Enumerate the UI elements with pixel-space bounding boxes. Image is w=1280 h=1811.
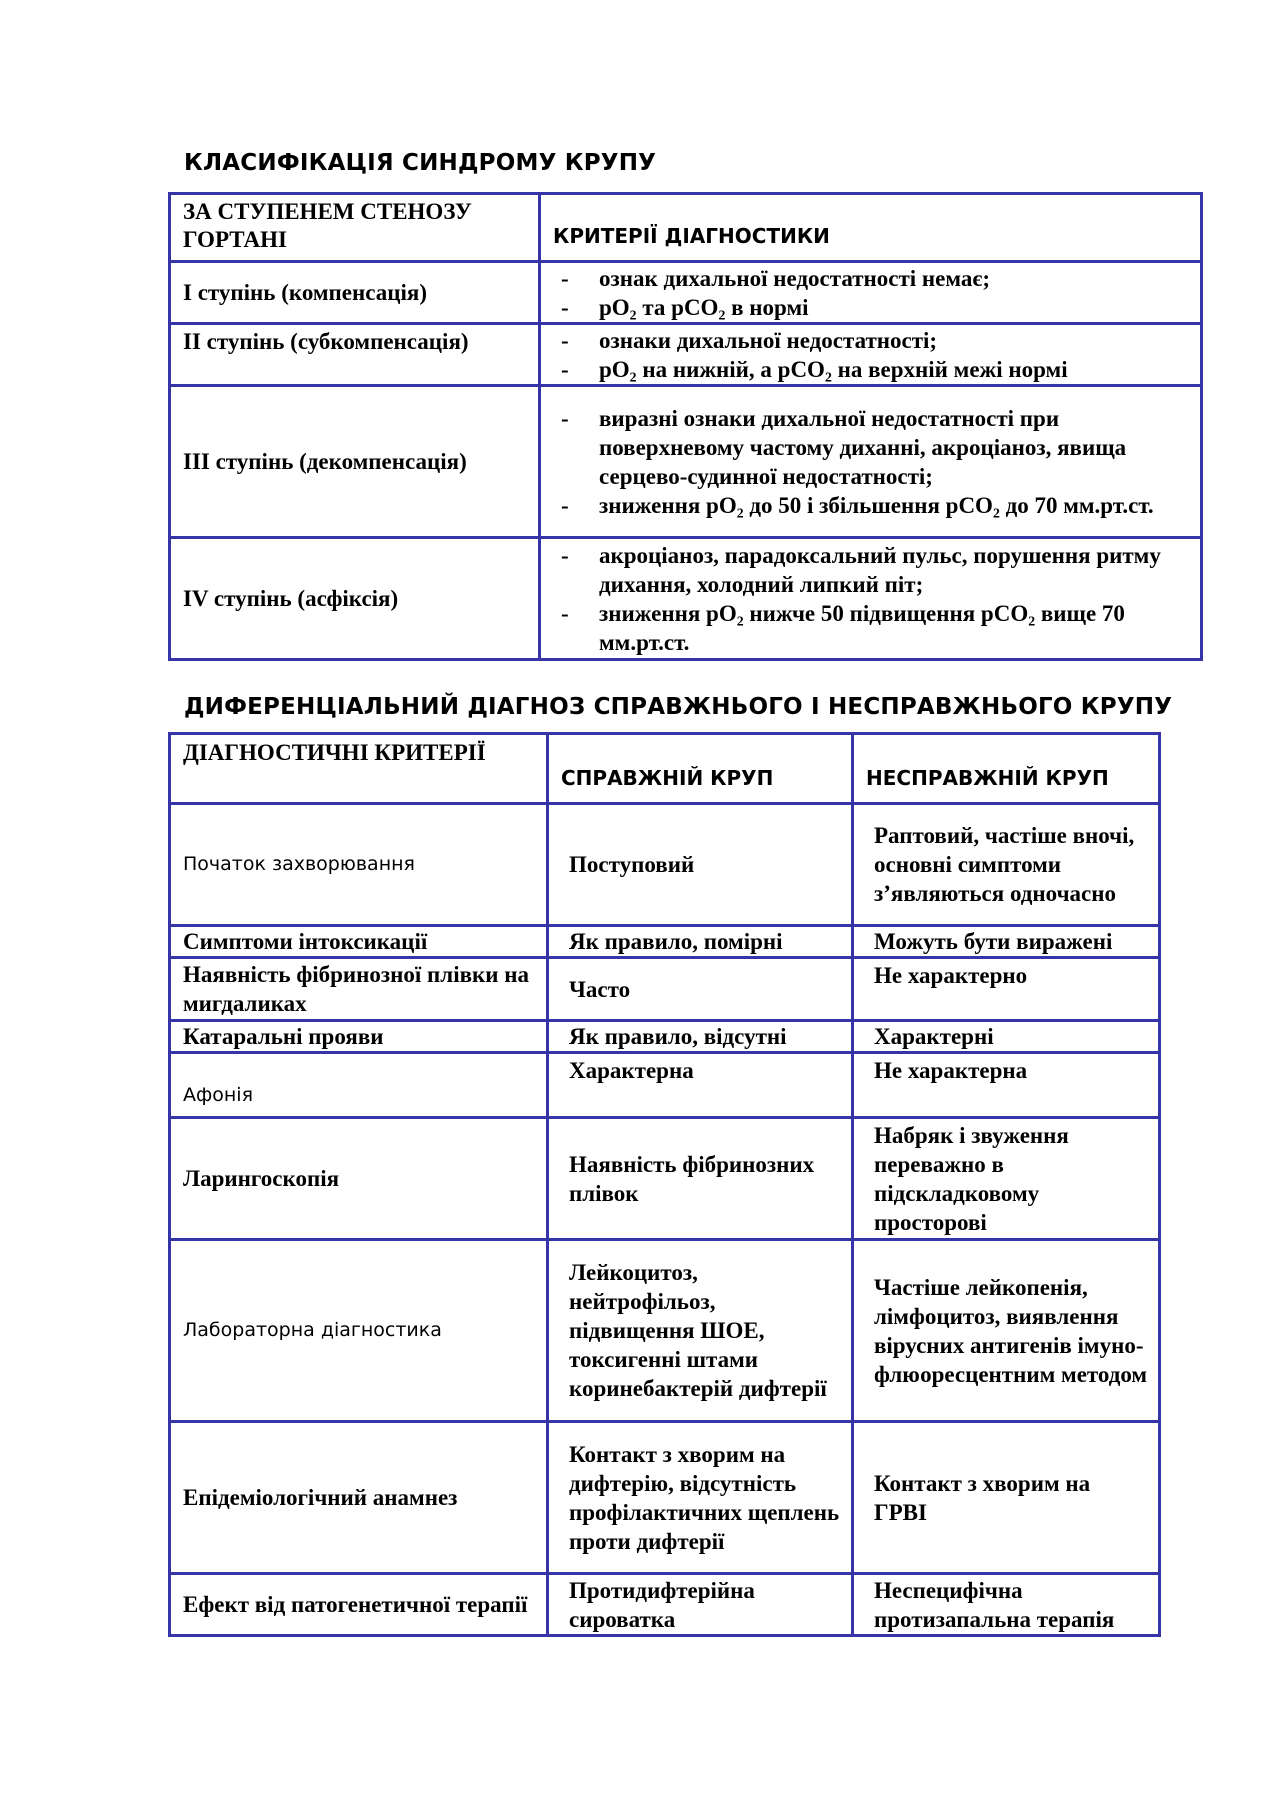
degree-cell: ІІІ ступінь (декомпенсація) <box>170 386 540 538</box>
false-croup-cell: Раптовий, частіше вночі, основні симптоми з’являються одночасно <box>853 804 1160 926</box>
criterion-cell: Ефект від патогенетичної терапії <box>170 1574 548 1636</box>
table-row <box>170 926 1160 958</box>
table-header-row <box>170 734 1160 804</box>
true-croup-cell: Як правило, відсутні <box>548 1021 853 1053</box>
differential-table <box>168 732 1161 1637</box>
header-true-croup: СПРАВЖНІЙ КРУП <box>548 734 853 804</box>
criteria-item: - ознак дихальної недостатності немає; <box>553 264 1190 293</box>
criterion-cell: Наявність фібринозної плівки на мигдаликах <box>170 958 548 1021</box>
false-croup-cell: Не характерна <box>853 1053 1160 1118</box>
table-row <box>170 1574 1160 1636</box>
true-croup-cell: Лейкоцитоз, нейтрофільоз, підвищення ШОЕ, токсигенні штами коринебактерій дифтерії <box>548 1240 853 1422</box>
false-croup-cell: Контакт з хворим на ГРВІ <box>853 1422 1160 1574</box>
criteria-item: - зниження рО₂ нижче 50 підвищення рСО₂ вище 70 мм.рт.ст. <box>553 599 1190 657</box>
table-row <box>170 1422 1160 1574</box>
criteria-item: - рО₂ на нижній, а рСО₂ на верхній межі нормі <box>553 355 1190 384</box>
criteria-cell <box>540 324 1202 386</box>
true-croup-cell: Наявність фібринозних плівок <box>548 1118 853 1240</box>
criterion-cell: Симптоми інтоксикації <box>170 926 548 958</box>
false-croup-cell: Набряк і звуження переважно в підскладковому просторові <box>853 1118 1160 1240</box>
degree-cell: І ступінь (компенсація) <box>170 262 540 324</box>
false-croup-cell: Характерні <box>853 1021 1160 1053</box>
true-croup-cell: Характерна <box>548 1053 853 1118</box>
false-croup-cell: Неспецифічна протизапальна терапія <box>853 1574 1160 1636</box>
differential-title: ДИФЕРЕНЦІАЛЬНИЙ ДІАГНОЗ СПРАВЖНЬОГО І НЕСПРАВЖНЬОГО КРУПУ <box>184 694 1173 720</box>
table-row <box>170 1240 1160 1422</box>
table-row <box>170 958 1160 1021</box>
degree-cell: IV ступінь (асфіксія) <box>170 538 540 660</box>
degree-cell: ІІ ступінь (субкомпенсація) <box>170 324 540 386</box>
header-criteria: ДІАГНОСТИЧНІ КРИТЕРІЇ <box>170 734 548 804</box>
criteria-cell <box>540 262 1202 324</box>
header-criteria: КРИТЕРІЇ ДІАГНОСТИКИ <box>540 194 1202 262</box>
table-row <box>170 262 1202 324</box>
criterion-cell: Лабораторна діагностика <box>170 1240 548 1422</box>
table-header-row <box>170 194 1202 262</box>
criterion-cell: Афонія <box>170 1053 548 1118</box>
criteria-item: - акроціаноз, парадоксальний пульс, порушення ритму дихання, холодний липкий піт; <box>553 541 1190 599</box>
criteria-item: - зниження рО₂ до 50 і збільшення рСО₂ до 70 мм.рт.ст. <box>553 491 1190 520</box>
table-row <box>170 804 1160 926</box>
criterion-cell: Катаральні прояви <box>170 1021 548 1053</box>
true-croup-cell: Часто <box>548 958 853 1021</box>
criteria-cell <box>540 538 1202 660</box>
true-croup-cell: Протидифтерійна сироватка <box>548 1574 853 1636</box>
true-croup-cell: Поступовий <box>548 804 853 926</box>
criterion-cell: Епідеміологічний анамнез <box>170 1422 548 1574</box>
false-croup-cell: Можуть бути виражені <box>853 926 1160 958</box>
header-degree: ЗА СТУПЕНЕМ СТЕНОЗУ ГОРТАНІ <box>170 194 540 262</box>
table-row <box>170 386 1202 538</box>
true-croup-cell: Як правило, помірні <box>548 926 853 958</box>
true-croup-cell: Контакт з хворим на дифтерію, відсутність профілактичних щеплень проти дифтерії <box>548 1422 853 1574</box>
table-row <box>170 1118 1160 1240</box>
criterion-cell: Початок захворювання <box>170 804 548 926</box>
criteria-cell <box>540 386 1202 538</box>
classification-table <box>168 192 1203 661</box>
classification-title: КЛАСИФІКАЦІЯ СИНДРОМУ КРУПУ <box>184 150 657 176</box>
criteria-item: - рО₂ та рСО₂ в нормі <box>553 293 1190 322</box>
criteria-item: - ознаки дихальної недостатності; <box>553 326 1190 355</box>
header-false-croup: НЕСПРАВЖНІЙ КРУП <box>853 734 1160 804</box>
table-row <box>170 324 1202 386</box>
false-croup-cell: Не характерно <box>853 958 1160 1021</box>
criteria-item: - виразні ознаки дихальної недостатності при поверхневому частому диханні, акроціаноз, явища серцево-судинної недостатності; <box>553 404 1190 491</box>
table-row <box>170 538 1202 660</box>
false-croup-cell: Частіше лейкопенія, лімфоцитоз, виявлення вірусних антигенів імуно-флюоресцентним методом <box>853 1240 1160 1422</box>
table-row <box>170 1021 1160 1053</box>
table-row <box>170 1053 1160 1118</box>
criterion-cell: Ларингоскопія <box>170 1118 548 1240</box>
